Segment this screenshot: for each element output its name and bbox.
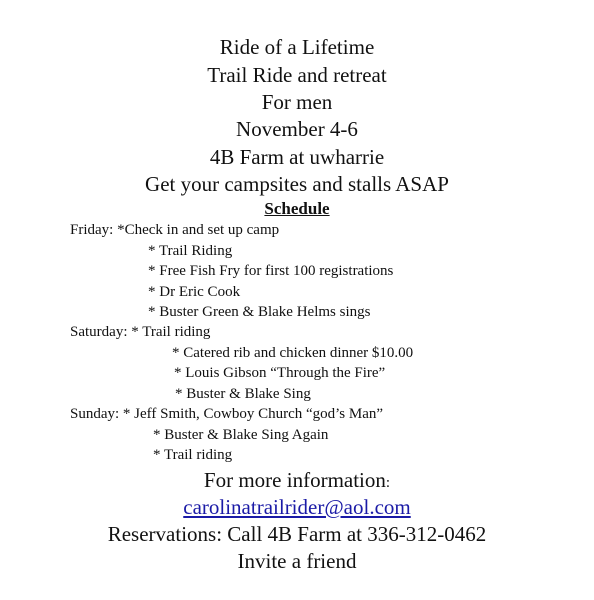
schedule-heading: Schedule [264,199,330,218]
title-line-5: 4B Farm at uwharrie [209,145,385,169]
invite-line: Invite a friend [237,549,357,573]
title-line-4: November 4-6 [236,117,358,141]
saturday-item: * Trail riding [131,324,211,340]
saturday-item: * Louis Gibson “Through the Fire” [174,365,386,381]
reservations-line: Reservations: Call 4B Farm at 336-312-0462 [107,522,487,546]
schedule-sunday-row [70,405,383,423]
more-info-line [0,468,594,495]
friday-item: * Trail Riding [148,243,233,259]
email-line [0,495,594,519]
friday-item: * Buster Green & Blake Helms sings [148,304,371,320]
friday-item: *Check in and set up camp [117,222,280,238]
sunday-item: * Buster & Blake Sing Again [153,427,329,443]
more-info-colon: : [385,475,391,491]
friday-label: Friday: [70,222,118,238]
title-line-2: Trail Ride and retreat [207,63,387,87]
saturday-item: * Catered rib and chicken dinner $10.00 [172,345,414,361]
friday-item: * Free Fish Fry for first 100 registrations [148,263,394,279]
title-line-1: Ride of a Lifetime [219,35,375,59]
saturday-item: * Buster & Blake Sing [175,386,311,402]
schedule-friday-row [70,221,279,239]
friday-item: * Dr Eric Cook [148,284,241,300]
title-line-6: Get your campsites and stalls ASAP [145,172,449,196]
email-link[interactable]: carolinatrailrider@aol.com [183,495,411,519]
saturday-label: Saturday: [70,324,132,340]
sunday-item: * Trail riding [153,447,233,463]
sunday-item: * Jeff Smith, Cowboy Church “god’s Man” [122,406,384,422]
more-info-text: For more information [203,468,386,492]
title-line-3: For men [261,90,333,114]
schedule-saturday-row [70,323,210,341]
sunday-label: Sunday: [70,406,123,422]
